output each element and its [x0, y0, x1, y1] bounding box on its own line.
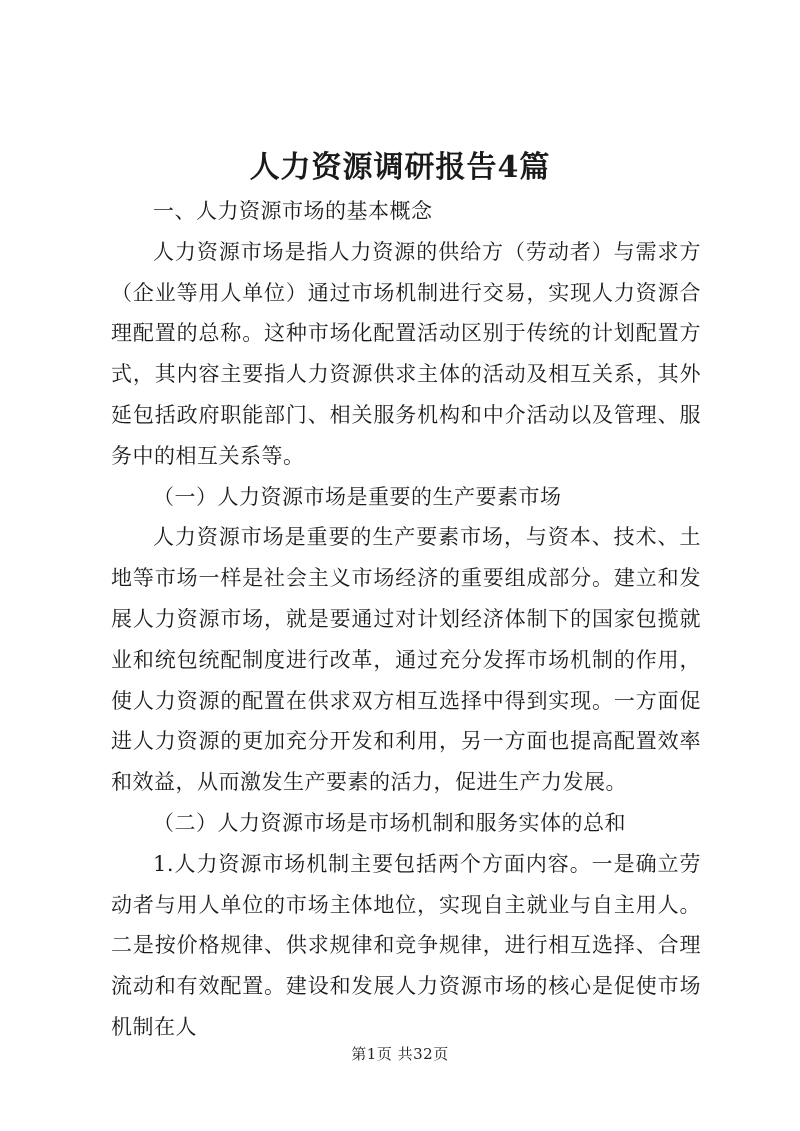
subsection-heading: （二）人力资源市场是市场机制和服务实体的总和: [153, 810, 626, 835]
subsection-heading: （一）人力资源市场是重要的生产要素市场: [153, 484, 562, 509]
body-paragraph: 人力资源市场是指人力资源的供给方（劳动者）与需求方（企业等用人单位）通过市场机制进行交易，实现人力资源合理配置的总称。这种市场化配置活动区别于传统的计划配置方式，其内容主要指人力资源供求主体的活动及相互关系，其外延包括政府职能部门、相关服务机构和中介活动以及管理、服务中的相互关系等。: [111, 239, 701, 468]
body-paragraph: 人力资源市场是重要的生产要素市场，与资本、技术、土地等市场一样是社会主义市场经济的重要组成部分。建立和发展人力资源市场，就是要通过对计划经济体制下的国家包揽就业和统包统配制度进行改革，通过充分发挥市场机制的作用，使人力资源的配置在供求双方相互选择中得到实现。一方面促进人力资源的更加充分开发和利用，另一方面也提高配置效率和效益，从而激发生产要素的活力，促进生产力发展。: [111, 525, 701, 795]
page-footer: 第1页 共32页: [351, 1045, 449, 1063]
document-body: [111, 191, 701, 1048]
section-heading: 一、人力资源市场的基本概念: [153, 199, 433, 223]
body-paragraph: 1.人力资源市场机制主要包括两个方面内容。一是确立劳动者与用人单位的市场主体地位，实现自主就业与自主用人。二是按价格规律、供求规律和竞争规律，进行相互选择、合理流动和有效配置。建设和发展人力资源市场的核心是促使市场机制在人: [111, 851, 701, 1039]
document-title: 人力资源调研报告4篇: [249, 150, 551, 185]
